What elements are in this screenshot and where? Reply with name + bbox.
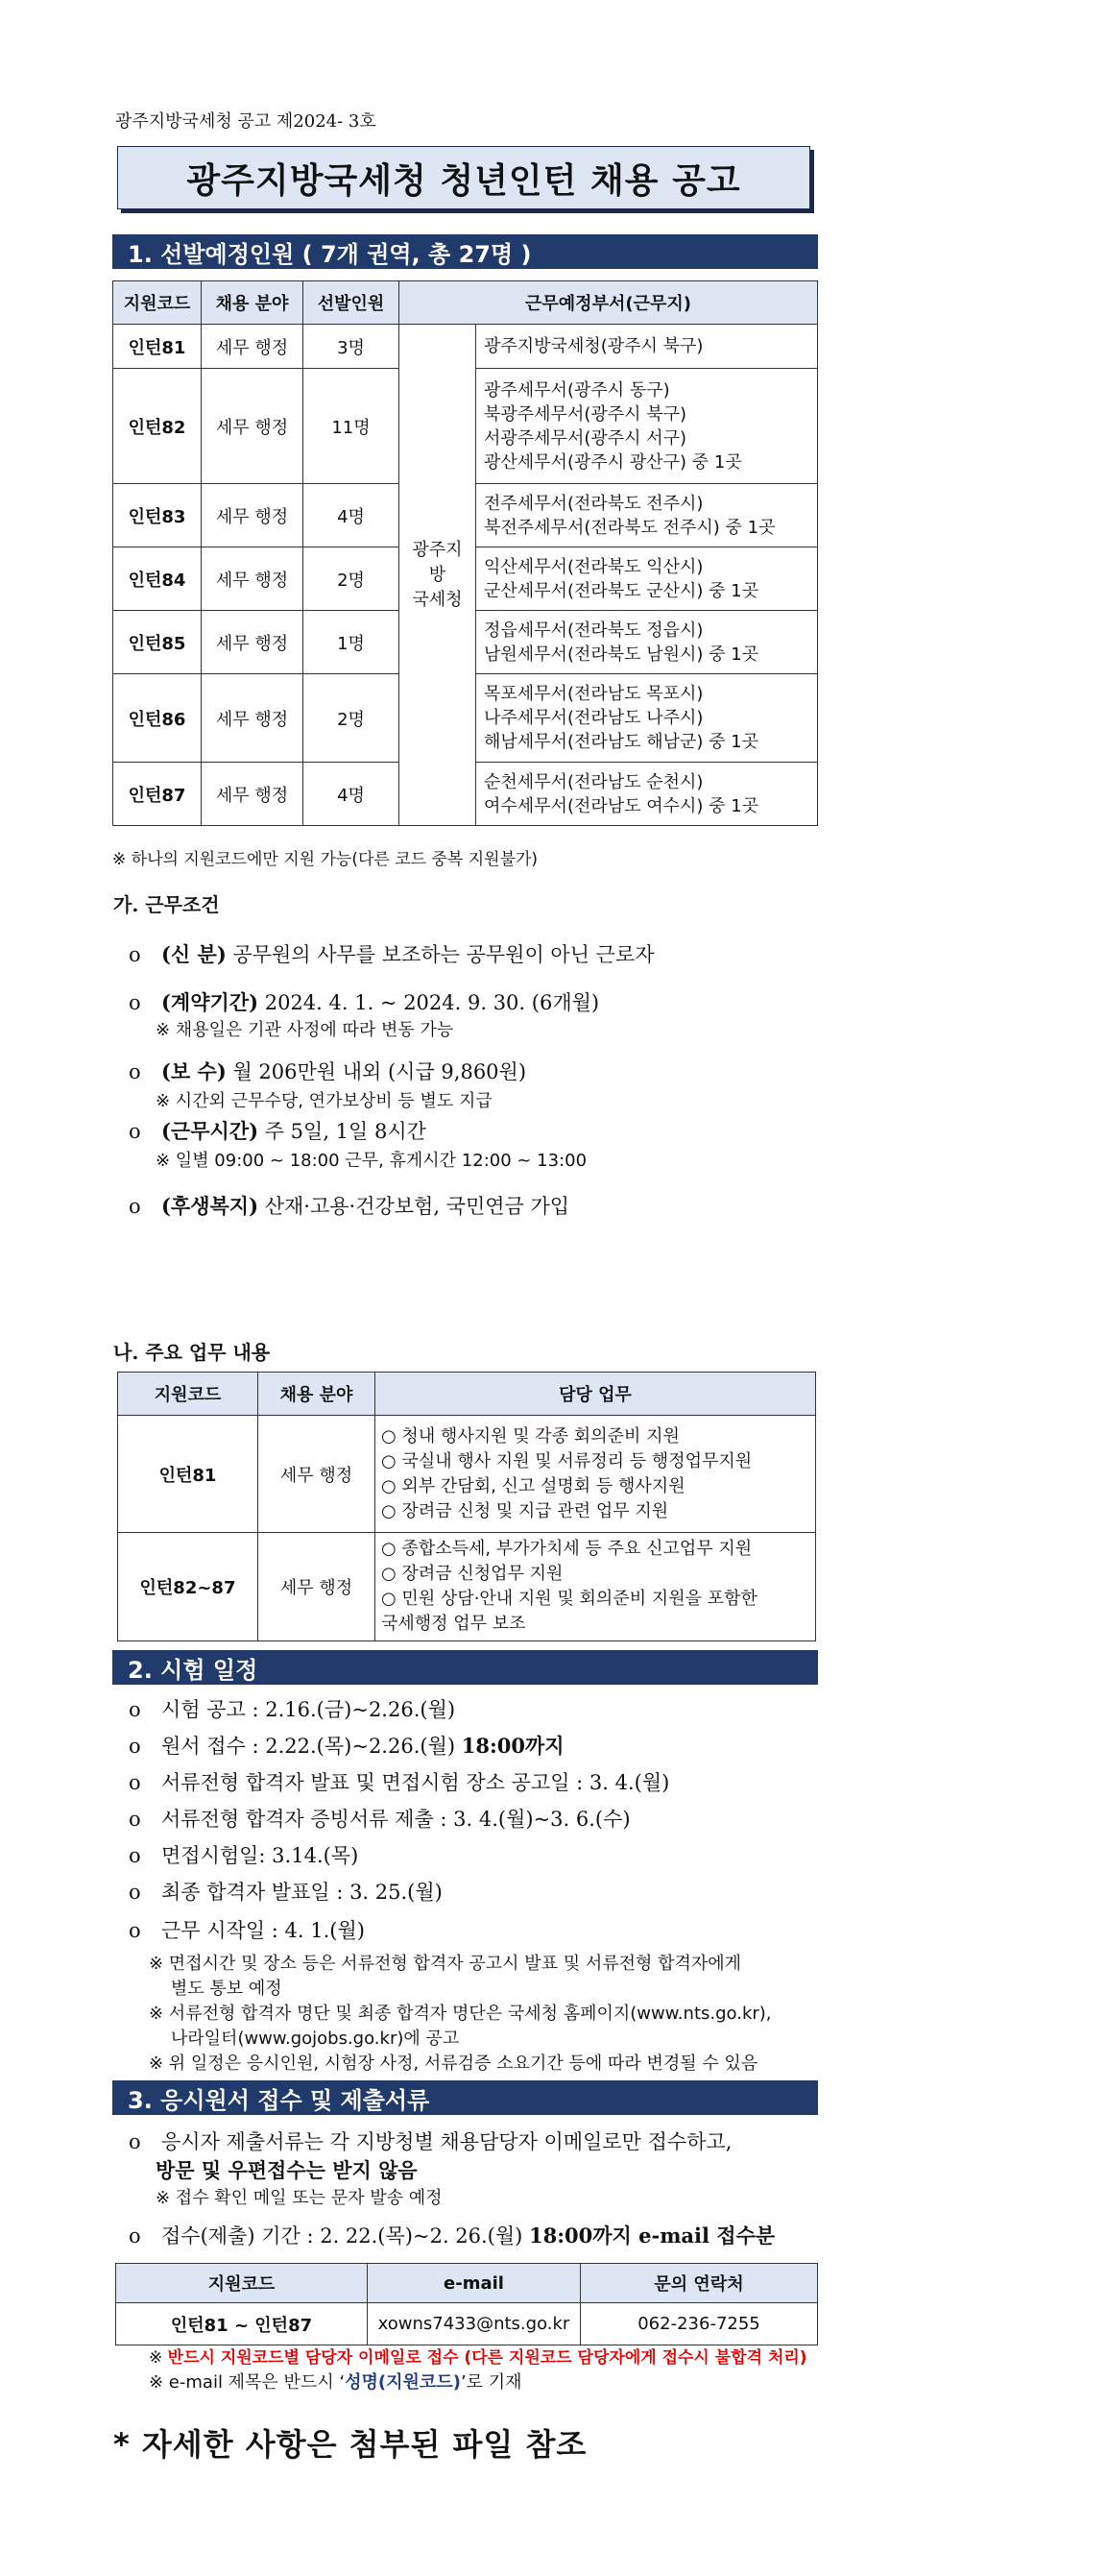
schedule-item: o 근무 시작일 : 4. 1.(월) <box>129 1919 365 1942</box>
row-code: 인턴86 <box>113 674 202 763</box>
section3-heading: 3. 응시원서 접수 및 제출서류 <box>112 2080 818 2115</box>
contact-email[interactable]: xowns7433@nts.go.kr <box>368 2303 581 2345</box>
schedule-item: o 서류전형 합격자 발표 및 면접시험 장소 공고일 : 3. 4.(월) <box>129 1771 670 1794</box>
document-number: 광주지방국세청 공고 제2024- 3호 <box>115 111 376 132</box>
row-field: 세무 행정 <box>202 763 303 826</box>
schedule-note: 별도 통보 예정 <box>149 1979 282 1999</box>
row-field: 세무 행정 <box>202 547 303 611</box>
row-code: 인턴87 <box>113 763 202 826</box>
header-code: 지원코드 <box>116 2264 368 2303</box>
header-dept: 근무예정부서(근무지) <box>399 281 818 325</box>
schedule-item: o 최종 합격자 발표일 : 3. 25.(월) <box>129 1881 443 1904</box>
schedule-item: o 시험 공고 : 2.16.(금)~2.26.(월) <box>129 1698 456 1721</box>
row-field: 세무 행정 <box>202 325 303 369</box>
row-count: 11명 <box>303 369 399 484</box>
row-dept: 익산세무서(전라북도 익산시) 군산세무서(전라북도 군산시) 중 1곳 <box>476 547 818 611</box>
schedule-item: o 서류전형 합격자 증빙서류 제출 : 3. 4.(월)~3. 6.(수) <box>129 1808 631 1831</box>
row-code: 인턴82 <box>113 369 202 484</box>
condition-label: (후생복지) <box>161 1194 259 1218</box>
row-count: 3명 <box>303 325 399 369</box>
table-row <box>118 1533 816 1641</box>
conditions-heading: 가. 근무조건 <box>113 893 220 916</box>
header-phone: 문의 연락처 <box>581 2264 818 2303</box>
schedule-item: o 면접시험일: 3.14.(목) <box>129 1844 359 1867</box>
condition-text: 산재·고용·건강보험, 국민연금 가입 <box>258 1195 570 1218</box>
row-field: 세무 행정 <box>202 484 303 547</box>
duties-table <box>117 1372 816 1641</box>
header-code: 지원코드 <box>118 1373 258 1416</box>
submission-item-line2: 방문 및 우편접수는 받지 않음 <box>156 2158 418 2182</box>
condition-welfare: o (후생복지) 산재·고용·건강보험, 국민연금 가입 <box>129 1194 570 1218</box>
row-code: 인턴84 <box>113 547 202 611</box>
row-code: 인턴81 <box>118 1416 258 1533</box>
row-dept: 목포세무서(전라남도 목포시) 나주세무서(전라남도 나주시) 해남세무서(전라남도 해남군) 중 1곳 <box>476 674 818 763</box>
row-code: 인턴83 <box>113 484 202 547</box>
submission-item: o 응시자 제출서류는 각 지방청별 채용담당자 이메일로만 접수하고, <box>129 2130 733 2153</box>
contact-phone: 062-236-7255 <box>581 2303 818 2345</box>
condition-hours: o (근무시간) 주 5일, 1일 8시간 <box>129 1119 426 1143</box>
warning-note: ※ 반드시 지원코드별 담당자 이메일로 접수 (다른 지원코드 담당자에게 접수시 불합격 처리) <box>149 2348 807 2368</box>
condition-pay: o (보 수) 월 206만원 내외 (시급 9,860원) <box>129 1059 527 1083</box>
condition-text: 월 206만원 내외 (시급 9,860원) <box>226 1060 527 1083</box>
contact-table <box>115 2263 818 2345</box>
condition-status: o (신 분) 공무원의 사무를 보조하는 공무원이 아닌 근로자 <box>129 942 655 966</box>
row-count: 2명 <box>303 674 399 763</box>
row-field: 세무 행정 <box>202 674 303 763</box>
duties-heading: 나. 주요 업무 내용 <box>113 1341 271 1364</box>
row-code: 인턴81 <box>113 325 202 369</box>
submission-period: o 접수(제출) 기간 : 2. 22.(목)~2. 26.(월) 18:00까지 e-mail 접수분 <box>129 2224 776 2248</box>
page-title: 광주지방국세청 청년인턴 채용 공고 <box>117 146 810 209</box>
row-field: 세무 행정 <box>258 1533 375 1641</box>
header-field: 채용 분야 <box>258 1373 375 1416</box>
condition-contract: o (계약기간) 2024. 4. 1. ~ 2024. 9. 30. (6개월) <box>129 990 600 1014</box>
contact-code: 인턴81 ~ 인턴87 <box>116 2303 368 2345</box>
condition-sub-note: ※ 채용일은 기관 사정에 따라 변동 가능 <box>156 1020 454 1040</box>
header-tasks: 담당 업무 <box>375 1373 816 1416</box>
attachment-note: * 자세한 사항은 첨부된 파일 참조 <box>113 2426 588 2463</box>
condition-sub-note: ※ 일별 09:00 ~ 18:00 근무, 휴게시간 12:00 ~ 13:00 <box>156 1151 588 1171</box>
table-header-row <box>113 281 818 325</box>
condition-label: (계약기간) <box>161 990 259 1014</box>
condition-text: 공무원의 사무를 보조하는 공무원이 아닌 근로자 <box>226 943 655 966</box>
merged-office-cell: 광주지방 국세청 <box>399 325 476 826</box>
table-row <box>116 2303 818 2345</box>
row-dept: 순천세무서(전라남도 순천시) 여수세무서(전라남도 여수시) 중 1곳 <box>476 763 818 826</box>
email-subject-note: ※ e-mail 제목은 반드시 ‘성명(지원코드)’로 기재 <box>149 2372 522 2393</box>
row-dept: 광주세무서(광주시 동구) 북광주세무서(광주시 북구) 서광주세무서(광주시 서구) 광산세무서(광주시 광산구) 중 1곳 <box>476 369 818 484</box>
schedule-note: ※ 면접시간 및 장소 등은 서류전형 합격자 공고시 발표 및 서류전형 합격자에게 <box>149 1954 742 1974</box>
row-code: 인턴82~87 <box>118 1533 258 1641</box>
row-dept: 광주지방국세청(광주시 북구) <box>476 325 818 369</box>
schedule-note: 나라일터(www.gojobs.go.kr)에 공고 <box>149 2029 460 2049</box>
submission-note: ※ 접수 확인 메일 또는 문자 발송 예정 <box>156 2188 443 2208</box>
row-tasks: ○ 청내 행사지원 및 각종 회의준비 지원 ○ 국실내 행사 지원 및 서류정리 등 행정업무지원 ○ 외부 간담회, 신고 설명회 등 행사지원 ○ 장려금 신청 및 지급 관련 업무 지원 <box>375 1416 816 1533</box>
row-code: 인턴85 <box>113 611 202 674</box>
schedule-note: ※ 서류전형 합격자 명단 및 최종 합격자 명단은 국세청 홈페이지(www.nts.go.kr), <box>149 2004 772 2024</box>
condition-text: 주 5일, 1일 8시간 <box>258 1120 426 1143</box>
header-count: 선발인원 <box>303 281 399 325</box>
condition-label: (신 분) <box>161 942 227 966</box>
row-dept: 전주세무서(전라북도 전주시) 북전주세무서(전라북도 전주시) 중 1곳 <box>476 484 818 547</box>
table-header-row <box>116 2264 818 2303</box>
table-header-row <box>118 1373 816 1416</box>
row-field: 세무 행정 <box>202 611 303 674</box>
section2-heading: 2. 시험 일정 <box>112 1650 818 1685</box>
table-row <box>113 325 818 369</box>
row-count: 1명 <box>303 611 399 674</box>
schedule-note: ※ 위 일정은 응시인원, 시험장 사정, 서류검증 소요기간 등에 따라 변경될 수 있음 <box>149 2054 758 2074</box>
single-code-note: ※ 하나의 지원코드에만 지원 가능(다른 코드 중복 지원불가) <box>112 850 539 869</box>
row-count: 4명 <box>303 763 399 826</box>
row-dept: 정읍세무서(전라북도 정읍시) 남원세무서(전라북도 남원시) 중 1곳 <box>476 611 818 674</box>
row-count: 4명 <box>303 484 399 547</box>
schedule-item: o 원서 접수 : 2.22.(목)~2.26.(월) 18:00까지 <box>129 1734 565 1758</box>
condition-sub-note: ※ 시간외 근무수당, 연가보상비 등 별도 지급 <box>156 1091 493 1111</box>
header-field: 채용 분야 <box>202 281 303 325</box>
row-field: 세무 행정 <box>202 369 303 484</box>
header-email: e-mail <box>368 2264 581 2303</box>
condition-label: (근무시간) <box>161 1119 259 1143</box>
positions-table <box>112 280 818 826</box>
row-tasks: ○ 종합소득세, 부가가치세 등 주요 신고업무 지원 ○ 장려금 신청업무 지원 ○ 민원 상담·안내 지원 및 회의준비 지원을 포함한 국세행정 업무 보조 <box>375 1533 816 1641</box>
condition-label: (보 수) <box>161 1059 227 1083</box>
row-field: 세무 행정 <box>258 1416 375 1533</box>
row-count: 2명 <box>303 547 399 611</box>
section1-heading: 1. 선발예정인원 ( 7개 권역, 총 27명 ) <box>112 234 818 269</box>
condition-text: 2024. 4. 1. ~ 2024. 9. 30. (6개월) <box>258 991 600 1014</box>
header-code: 지원코드 <box>113 281 202 325</box>
table-row <box>118 1416 816 1533</box>
